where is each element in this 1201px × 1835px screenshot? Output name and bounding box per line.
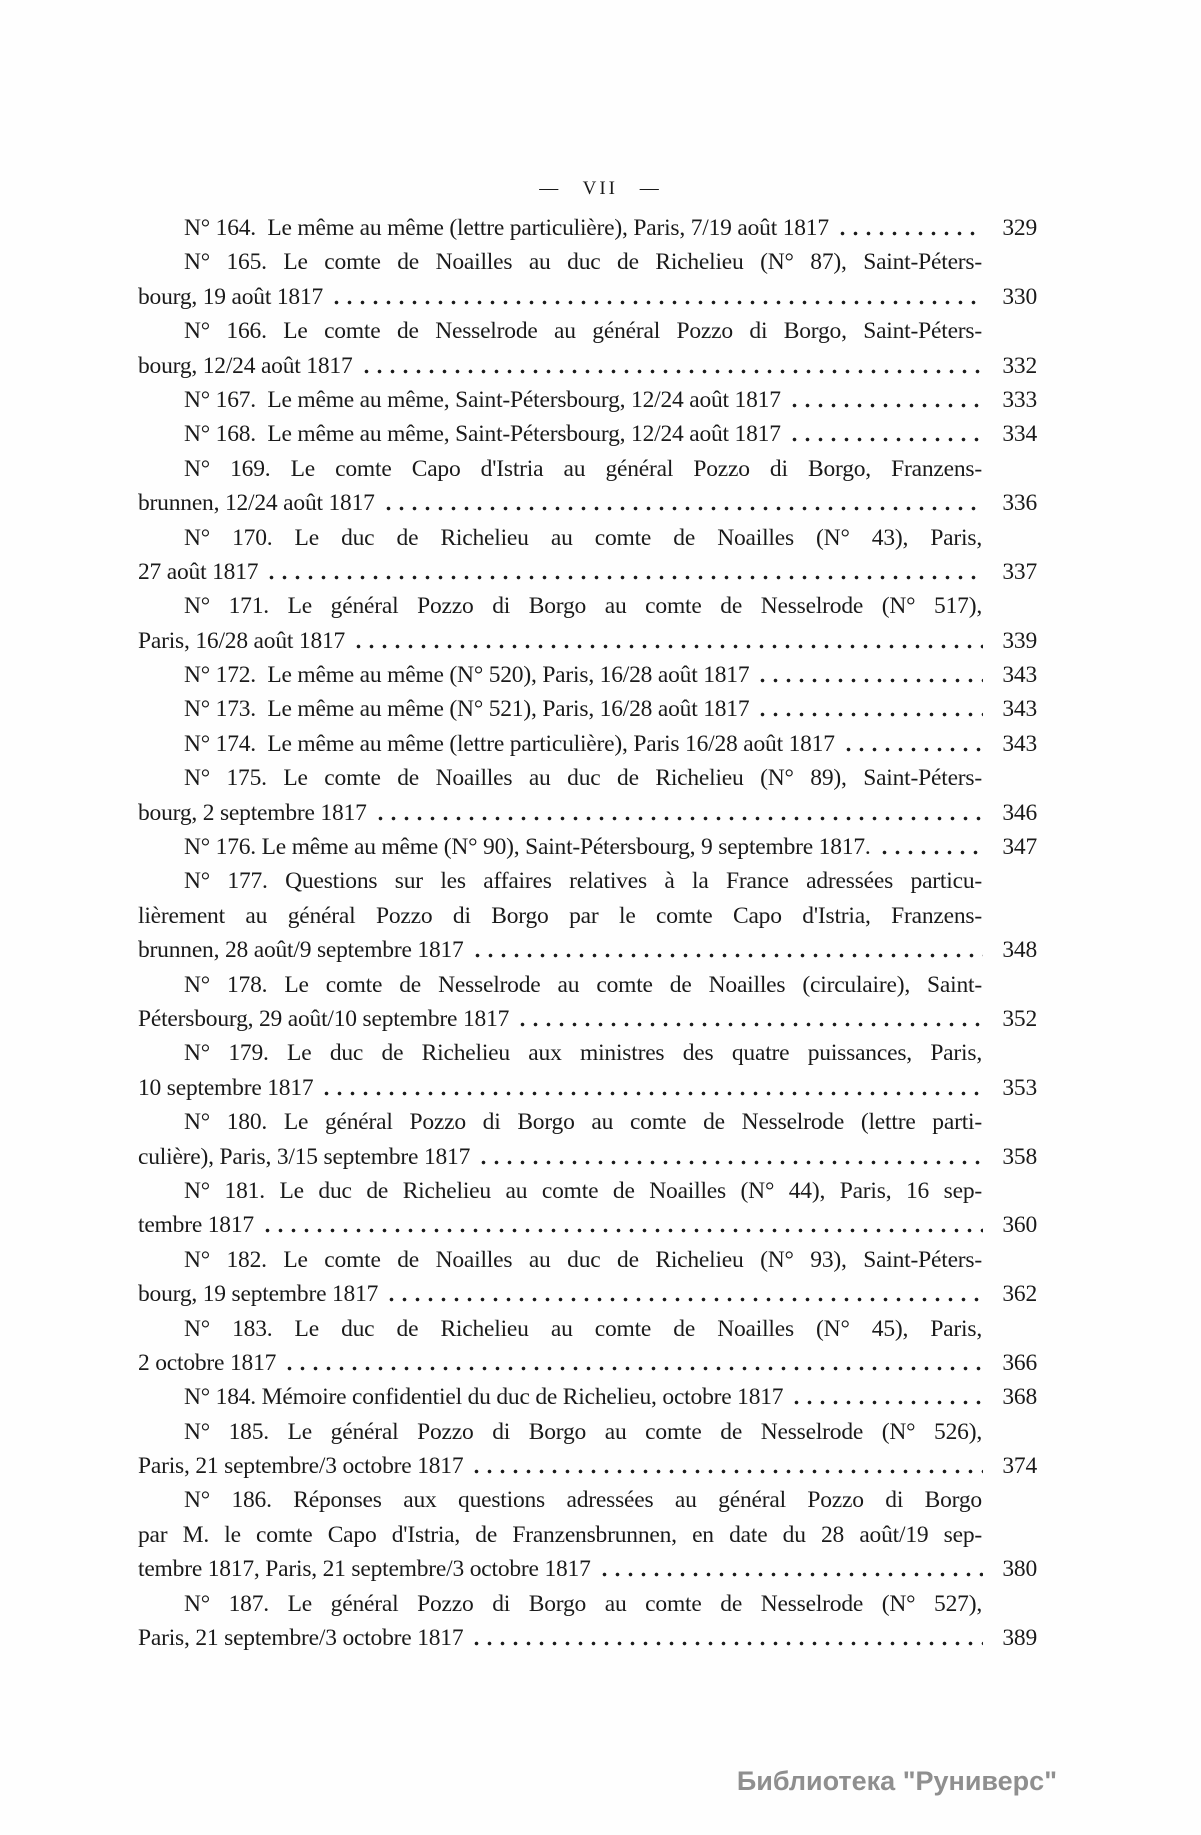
entry-text: Pétersbourg, 29 août/10 septembre 1817: [138, 1005, 510, 1032]
toc-line: N° 179. Le duc de Richelieu aux ministres des quatre puissances, Paris,: [184, 1040, 982, 1067]
toc-entry: [138, 658, 1037, 692]
toc-line: [138, 1140, 1037, 1174]
entry-text: N° 174. Le même au même (lettre particulière), Paris 16/28 août 1817: [184, 730, 835, 757]
toc-line: [138, 280, 1037, 314]
toc-entry: [138, 245, 1037, 314]
entry-text: N° 176. Le même au même (N° 90), Saint-Pétersbourg, 9 septembre 1817.: [184, 834, 871, 861]
dot-leader: [466, 1449, 983, 1483]
entry-text: Paris, 21 septembre/3 octobre 1817: [138, 1625, 464, 1652]
page-ref: 343: [1002, 662, 1037, 689]
page-ref: 329: [1002, 215, 1037, 241]
dot-leader: [784, 417, 983, 451]
toc-line: lièrement au général Pozzo di Borgo par le comte Capo d'Istria, Franzens-: [138, 902, 982, 929]
entry-text: bourg, 19 septembre 1817: [138, 1281, 379, 1308]
toc-line: [138, 830, 1037, 864]
page-ref: 343: [1002, 696, 1037, 723]
toc-entry: [138, 383, 1037, 417]
page-ref: 366: [1002, 1349, 1037, 1376]
page-ref: 336: [1002, 490, 1037, 517]
entry-text: 2 octobre 1817: [138, 1349, 277, 1376]
page-ref: 339: [1002, 627, 1037, 654]
toc-line: N° 183. Le duc de Richelieu au comte de Noailles (N° 45), Paris,: [184, 1315, 982, 1342]
table-of-contents: [138, 211, 1037, 1655]
toc-line: [138, 658, 1037, 692]
page-ref: 337: [1002, 558, 1037, 585]
toc-line: N° 181. Le duc de Richelieu au comte de Noailles (N° 44), Paris, 16 sep-: [184, 1177, 982, 1204]
toc-entry: [138, 589, 1037, 658]
toc-line: [138, 1552, 1037, 1586]
toc-entry: [138, 727, 1037, 761]
page-ref: 333: [1002, 386, 1037, 413]
toc-line: N° 171. Le général Pozzo di Borgo au comte de Nesselrode (N° 517),: [184, 593, 982, 620]
dot-leader: [874, 830, 983, 864]
toc-line: [138, 1208, 1037, 1242]
entry-text: bourg, 19 août 1817: [138, 283, 324, 310]
toc-line: [138, 211, 1037, 245]
toc-line: N° 186. Réponses aux questions adressées au général Pozzo di Borgo: [184, 1487, 982, 1514]
toc-entry: [138, 1105, 1037, 1174]
dot-leader: [378, 486, 983, 520]
toc-entry: [138, 1483, 1037, 1586]
toc-entry: [138, 761, 1037, 830]
entry-text: Paris, 16/28 août 1817: [138, 627, 346, 654]
dot-leader: [752, 658, 983, 692]
page-ref: 368: [1002, 1384, 1037, 1411]
toc-line: [138, 1346, 1037, 1380]
toc-line: N° 182. Le comte de Noailles au duc de Richelieu (N° 93), Saint-Péters-: [184, 1246, 982, 1273]
dot-leader: [473, 1140, 983, 1174]
toc-line: N° 180. Le général Pozzo di Borgo au comte de Nesselrode (lettre parti-: [184, 1109, 982, 1136]
folio-header: — VII —: [539, 178, 662, 199]
toc-line: par M. le comte Capo d'Istria, de Franzensbrunnen, en date du 28 août/19 sep-: [138, 1521, 982, 1548]
dot-leader: [512, 1002, 983, 1036]
page-ref: 374: [1002, 1453, 1037, 1480]
toc-entry: [138, 521, 1037, 590]
entry-text: Paris, 21 septembre/3 octobre 1817: [138, 1453, 464, 1480]
toc-entry: [138, 452, 1037, 521]
dot-leader: [838, 727, 983, 761]
toc-line: N° 175. Le comte de Noailles au duc de Richelieu (N° 89), Saint-Péters-: [184, 765, 982, 792]
toc-line: [138, 1621, 1037, 1655]
toc-line: N° 187. Le général Pozzo di Borgo au comte de Nesselrode (N° 527),: [184, 1590, 982, 1617]
page-ref: 334: [1002, 421, 1037, 448]
toc-line: [138, 555, 1037, 589]
entry-text: bourg, 12/24 août 1817: [138, 352, 353, 379]
dot-leader: [752, 692, 983, 726]
toc-line: [138, 1277, 1037, 1311]
toc-line: N° 170. Le duc de Richelieu au comte de Noailles (N° 43), Paris,: [184, 524, 982, 551]
page-ref: 380: [1002, 1556, 1037, 1583]
dot-leader: [594, 1552, 983, 1586]
dot-leader: [786, 1380, 983, 1414]
entry-text: brunnen, 12/24 août 1817: [138, 490, 375, 517]
toc-entry: [138, 211, 1037, 245]
entry-text: brunnen, 28 août/9 septembre 1817: [138, 937, 464, 964]
entry-text: N° 184. Mémoire confidentiel du duc de Richelieu, octobre 1817: [184, 1384, 784, 1411]
toc-line: N° 177. Questions sur les affaires relatives à la France adressées particu-: [184, 868, 982, 895]
toc-entry: [138, 1415, 1037, 1484]
entry-text: N° 168. Le même au même, Saint-Pétersbourg, 12/24 août 1817: [184, 421, 781, 448]
toc-line: [138, 727, 1037, 761]
toc-entry: [138, 830, 1037, 864]
toc-line: [138, 692, 1037, 726]
toc-line: [138, 1071, 1037, 1105]
dot-leader: [467, 933, 983, 967]
dot-leader: [466, 1621, 983, 1655]
entry-text: N° 172. Le même au même (N° 520), Paris, 16/28 août 1817: [184, 662, 750, 689]
toc-entry: [138, 968, 1037, 1037]
toc-line: N° 169. Le comte Capo d'Istria au général Pozzo di Borgo, Franzens-: [184, 455, 982, 482]
page-ref: 358: [1002, 1143, 1037, 1170]
page-ref: 332: [1002, 352, 1037, 379]
dot-leader: [370, 796, 983, 830]
toc-line: [138, 383, 1037, 417]
dot-leader: [261, 555, 983, 589]
toc-line: [138, 349, 1037, 383]
page-ref: 360: [1002, 1212, 1037, 1239]
toc-entry: [138, 1380, 1037, 1414]
entry-text: N° 173. Le même au même (N° 521), Paris, 16/28 août 1817: [184, 696, 750, 723]
entry-text: 10 septembre 1817: [138, 1074, 314, 1101]
dot-leader: [279, 1346, 983, 1380]
entry-text: N° 167. Le même au même, Saint-Pétersbourg, 12/24 août 1817: [184, 386, 781, 413]
toc-entry: [138, 1174, 1037, 1243]
page-ref: 353: [1002, 1074, 1037, 1101]
page-ref: 347: [1002, 834, 1037, 861]
toc-line: [138, 624, 1037, 658]
toc-line: [138, 1449, 1037, 1483]
dot-leader: [326, 280, 983, 314]
library-watermark: Библиотека "Руниверс": [736, 1766, 1057, 1796]
dot-leader: [784, 383, 983, 417]
page-ref: 362: [1002, 1281, 1037, 1308]
dot-leader: [257, 1208, 983, 1242]
page-ref: 343: [1002, 730, 1037, 757]
toc-entry: [138, 1312, 1037, 1381]
entry-text: 27 août 1817: [138, 558, 259, 585]
toc-line: [138, 417, 1037, 451]
entry-text: culière), Paris, 3/15 septembre 1817: [138, 1143, 471, 1170]
toc-entry: [138, 314, 1037, 383]
page-ref: 346: [1002, 799, 1037, 826]
toc-line: [138, 486, 1037, 520]
dot-leader: [381, 1277, 983, 1311]
entry-text: tembre 1817: [138, 1212, 254, 1239]
dot-leader: [356, 349, 984, 383]
toc-line: [138, 933, 1037, 967]
toc-entry: [138, 692, 1037, 726]
toc-entry: [138, 1587, 1037, 1656]
page-ref: 352: [1002, 1005, 1037, 1032]
toc-entry: [138, 864, 1037, 967]
toc-line: [138, 1380, 1037, 1414]
entry-text: N° 164. Le même au même (lettre particulière), Paris, 7/19 août 1817: [184, 215, 829, 241]
toc-line: N° 166. Le comte de Nesselrode au général Pozzo di Borgo, Saint-Péters-: [184, 318, 982, 345]
toc-line: [138, 1002, 1037, 1036]
toc-line: N° 185. Le général Pozzo di Borgo au comte de Nesselrode (N° 526),: [184, 1418, 982, 1445]
toc-entry: [138, 1243, 1037, 1312]
dot-leader: [832, 211, 983, 245]
page-ref: 330: [1002, 283, 1037, 310]
toc-entry: [138, 417, 1037, 451]
toc-entry: [138, 1036, 1037, 1105]
page-ref: 348: [1002, 937, 1037, 964]
toc-line: [138, 796, 1037, 830]
dot-leader: [348, 624, 983, 658]
dot-leader: [316, 1071, 983, 1105]
toc-line: N° 178. Le comte de Nesselrode au comte de Noailles (circulaire), Saint-: [184, 971, 982, 998]
toc-line: N° 165. Le comte de Noailles au duc de Richelieu (N° 87), Saint-Péters-: [184, 249, 982, 276]
entry-text: tembre 1817, Paris, 21 septembre/3 octobre 1817: [138, 1556, 591, 1583]
page-ref: 389: [1002, 1625, 1037, 1652]
entry-text: bourg, 2 septembre 1817: [138, 799, 367, 826]
